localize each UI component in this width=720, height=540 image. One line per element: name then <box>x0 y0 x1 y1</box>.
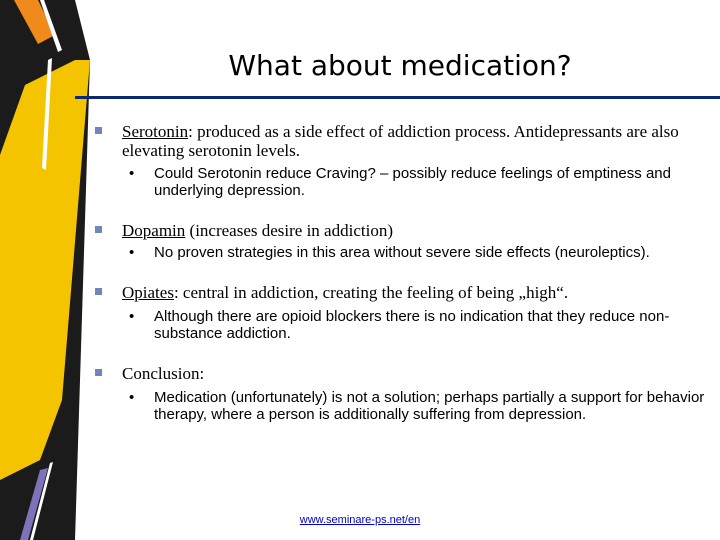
dot-bullet-icon: • <box>129 244 135 261</box>
bullet-text <box>95 221 715 240</box>
bullet-body: : produced as a side effect of addiction process. Antidepressants are also elevating serotonin levels. <box>122 122 679 160</box>
title-rule <box>75 96 720 99</box>
sub-bullet <box>129 389 715 423</box>
square-bullet-icon <box>95 127 102 134</box>
bullet-serotonin <box>95 122 715 199</box>
sub-bullet <box>129 308 715 342</box>
square-bullet-icon <box>95 288 102 295</box>
sub-bullet-text: Although there are opioid blockers there is no indication that they reduce non-substance addiction. <box>154 308 670 342</box>
bullet-opiates <box>95 283 715 342</box>
dot-bullet-icon: • <box>129 389 135 406</box>
footer-link[interactable]: www.seminare-ps.net/en <box>299 514 421 526</box>
sub-bullet-text: No proven strategies in this area without severe side effects (neuroleptics). <box>154 244 650 261</box>
dot-bullet-icon: • <box>129 165 135 182</box>
dot-bullet-icon: • <box>129 308 135 325</box>
bullet-keyword: Opiates <box>122 283 174 302</box>
bullet-list <box>95 122 715 423</box>
sub-bullet <box>129 244 715 261</box>
sub-bullet <box>129 165 715 199</box>
bullet-keyword: Dopamin <box>122 221 186 240</box>
slide-title: What about medication? <box>228 49 572 82</box>
bullet-body: (increases desire in addiction) <box>185 221 393 240</box>
bullet-keyword: Serotonin <box>122 122 189 141</box>
bullet-text <box>95 364 715 383</box>
bullet-dopamin <box>95 221 715 261</box>
bullet-text <box>95 122 715 160</box>
bullet-text <box>95 283 715 302</box>
sub-bullet-text: Medication (unfortunately) is not a solution; perhaps partially a support for behavior therapy, where a person is additionally suffering from depression. <box>154 389 705 423</box>
bullet-body: : central in addiction, creating the feeling of being „high“. <box>173 283 569 302</box>
sub-bullet-text: Could Serotonin reduce Craving? – possibly reduce feelings of emptiness and underlying depression. <box>154 165 671 199</box>
square-bullet-icon <box>95 369 102 376</box>
bullet-body: Conclusion: <box>122 364 205 383</box>
square-bullet-icon <box>95 226 102 233</box>
bullet-conclusion <box>95 364 715 423</box>
